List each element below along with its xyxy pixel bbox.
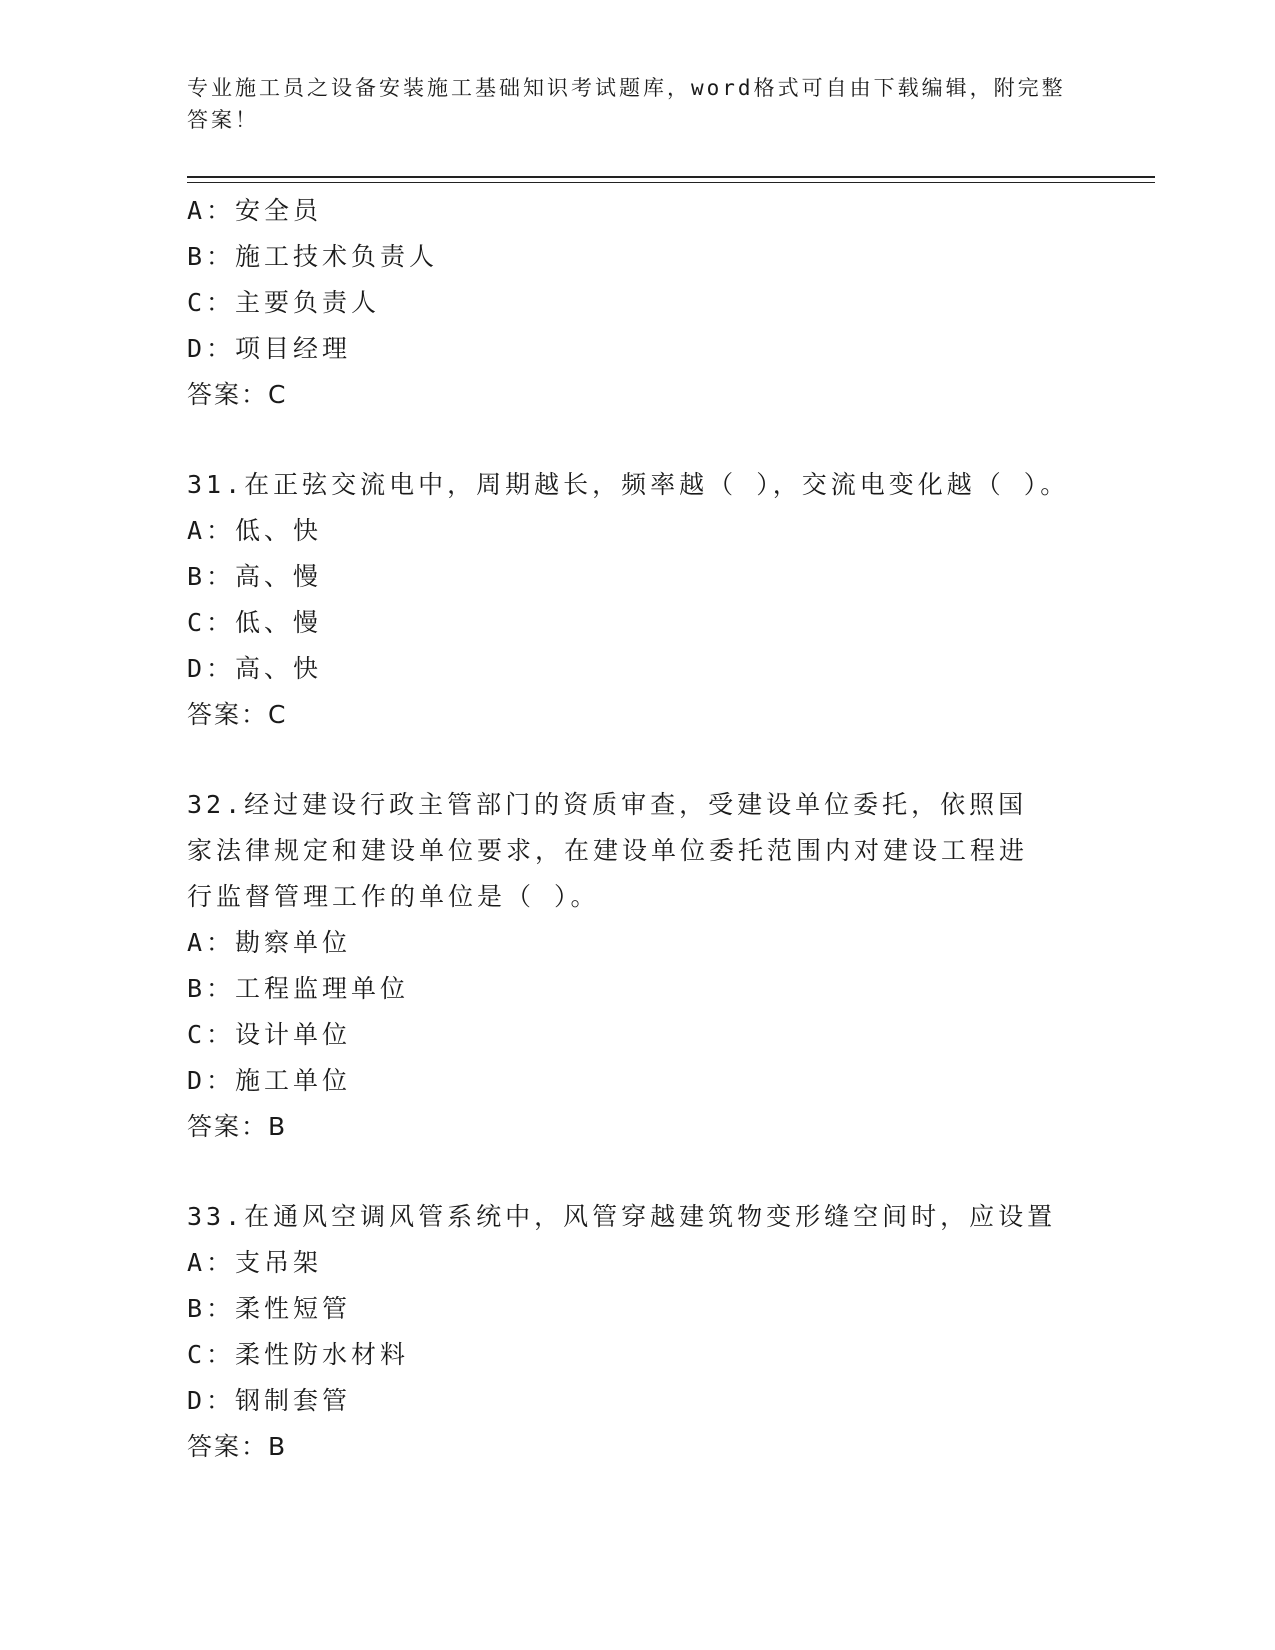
option-b: B：柔性短管 <box>187 1294 352 1323</box>
option-a: A：勘察单位 <box>187 928 352 957</box>
header-divider-thin <box>187 182 1155 183</box>
option-b: B：工程监理单位 <box>187 974 410 1003</box>
option-c: C：低、慢 <box>187 608 323 637</box>
option-d: D：施工单位 <box>187 1066 352 1095</box>
option-c: C：柔性防水材料 <box>187 1340 410 1369</box>
answer-line: 答案：B <box>187 1432 288 1461</box>
option-b: B：施工技术负责人 <box>187 242 439 271</box>
question-stem: 32.经过建设行政主管部门的资质审查，受建设单位委托，依照国家法律规定和建设单位要求，在建设单位委托范围内对建设工程进行监督管理工作的单位是（ ）。 <box>187 790 1029 911</box>
question-stem: 31.在正弦交流电中，周期越长，频率越（ ），交流电变化越（ ）。 <box>187 470 1070 499</box>
question-block <box>187 188 1087 418</box>
question-list <box>187 188 1087 1470</box>
option-c: C：设计单位 <box>187 1020 352 1049</box>
answer-line: 答案：B <box>187 1112 288 1141</box>
option-d: D：钢制套管 <box>187 1386 352 1415</box>
option-d: D：项目经理 <box>187 334 352 363</box>
document-header: 专业施工员之设备安装施工基础知识考试题库，word格式可自由下载编辑，附完整答案！ <box>187 76 1066 132</box>
answer-line: 答案：C <box>187 380 288 409</box>
question-block <box>187 782 1087 1150</box>
question-block <box>187 462 1087 738</box>
option-a: A：支吊架 <box>187 1248 323 1277</box>
question-block <box>187 1194 1087 1470</box>
option-d: D：高、快 <box>187 654 323 683</box>
option-b: B：高、慢 <box>187 562 323 591</box>
option-a: A：低、快 <box>187 516 323 545</box>
header-divider-thick <box>187 176 1155 178</box>
question-stem: 33.在通风空调风管系统中，风管穿越建筑物变形缝空间时，应设置 <box>187 1202 1057 1231</box>
option-a: A：安全员 <box>187 196 323 225</box>
option-c: C：主要负责人 <box>187 288 381 317</box>
answer-line: 答案：C <box>187 700 288 729</box>
